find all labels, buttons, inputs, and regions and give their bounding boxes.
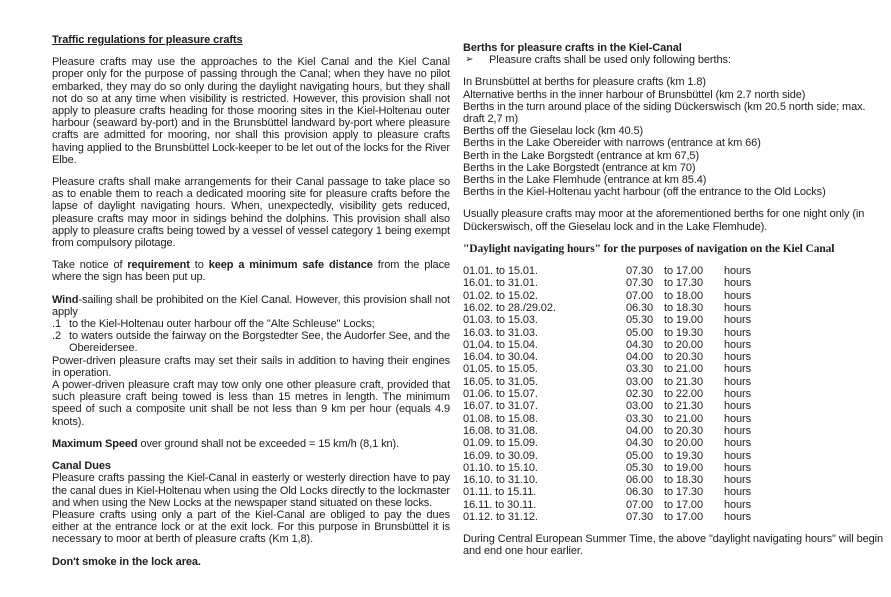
hours-unit: hours — [724, 388, 752, 401]
hours-period: 01.04. to 15.04. — [463, 338, 538, 351]
hours-end-time: to 18.30 — [664, 301, 703, 314]
right-column — [463, 42, 887, 558]
hours-period: 16.04. to 30.04. — [463, 351, 538, 364]
hours-period: 16.10. to 31.10. — [463, 474, 538, 487]
paragraph-wind-sailing — [52, 294, 450, 318]
hours-table-row — [463, 400, 887, 412]
hours-unit: hours — [724, 498, 752, 511]
hours-start-time: 04.00 — [626, 351, 654, 364]
hours-period: 01.03. to 15.03. — [463, 314, 538, 327]
hours-unit: hours — [724, 289, 752, 302]
hours-start-time: 07.30 — [626, 265, 654, 278]
hours-end-time: to 20.00 — [664, 338, 703, 351]
hours-unit: hours — [724, 314, 752, 327]
right-column-title: Berths for pleasure crafts in the Kiel-Canal — [463, 42, 682, 54]
maximum-speed-text: over ground shall not be exceeded = 15 km/h (8,1 kn). — [137, 437, 400, 450]
hours-unit: hours — [724, 449, 752, 462]
hours-end-time: to 17.00 — [664, 510, 703, 523]
berth-list — [463, 76, 887, 198]
hours-unit: hours — [724, 338, 752, 351]
hours-start-time: 07.00 — [626, 289, 654, 302]
berth-item: Berths in the Lake Flemhude (entrance at km 85.4) — [463, 174, 707, 187]
hours-table-row — [463, 302, 887, 314]
paragraph-one-night-mooring: Usually pleasure crafts may moor at the aforementioned berths for one night only (in Dückerswisch, off the Gieselau lock and in the Lake Flemhude). — [463, 208, 865, 233]
hours-end-time: to 17.00 — [664, 498, 703, 511]
hours-unit: hours — [724, 363, 752, 376]
safe-distance-text: Take notice of — [52, 259, 128, 272]
hours-unit: hours — [724, 486, 752, 499]
list-item-text: to the Kiel-Holtenau outer harbour off the "Alte Schleuse" Locks; — [69, 318, 375, 331]
berths-rule-bullet — [463, 54, 887, 66]
hours-end-time: to 19.30 — [664, 326, 703, 339]
hours-table-row — [463, 314, 887, 326]
hours-period: 16.09. to 30.09. — [463, 449, 538, 462]
hours-table-row — [463, 511, 887, 523]
hours-start-time: 05.00 — [626, 449, 654, 462]
hours-start-time: 07.30 — [626, 510, 654, 523]
hours-period: 01.02. to 15.02. — [463, 289, 538, 302]
hours-period: 16.05. to 31.05. — [463, 375, 538, 388]
hours-end-time: to 17.30 — [664, 277, 703, 290]
hours-unit: hours — [724, 412, 752, 425]
hours-unit: hours — [724, 277, 752, 290]
hours-start-time: 04.30 — [626, 437, 654, 450]
hours-table-row — [463, 474, 887, 486]
hours-unit: hours — [724, 265, 752, 278]
hours-period: 16.11. to 30.11. — [463, 498, 537, 511]
daylight-hours-table — [463, 265, 887, 523]
hours-start-time: 05.30 — [626, 461, 654, 474]
hours-end-time: to 18.00 — [664, 289, 703, 302]
hours-end-time: to 20.00 — [664, 437, 703, 450]
hours-period: 16.08. to 31.08. — [463, 424, 538, 437]
hours-start-time: 05.00 — [626, 326, 654, 339]
hours-end-time: to 19.00 — [664, 314, 703, 327]
wind-sailing-bold: Wind — [52, 293, 79, 306]
left-column-title: Traffic regulations for pleasure crafts — [52, 34, 243, 46]
paragraph-summer-time-note: During Central European Summer Time, the above "daylight navigating hours" will begin and end one hour earlier. — [463, 533, 883, 558]
hours-table-row — [463, 277, 887, 289]
berth-item: In Brunsbüttel at berths for pleasure crafts (km 1.8) — [463, 76, 706, 89]
hours-table-row — [463, 388, 887, 400]
hours-start-time: 07.00 — [626, 498, 654, 511]
hours-table-row — [463, 376, 887, 388]
hours-table-row — [463, 327, 887, 339]
berth-item: Berths in the Lake Obereider with narrows (entrance at km 66) — [463, 137, 761, 150]
hours-table-row — [463, 437, 887, 449]
paragraph-maximum-speed — [52, 438, 450, 450]
hours-period: 01.09. to 15.09. — [463, 437, 538, 450]
safe-distance-bold-1: requirement — [127, 259, 190, 272]
paragraph-canal-approaches: Pleasure crafts may use the approaches to the Kiel Canal and the Kiel Canal proper only for the purpose of passing through the Canal; when they have no pilot embarked, they may do so only during the daylight navigating hours, but they shall not do so at any time when visibility is restricted. However, this provision shall not apply to pleasure crafts heading for those mooring sites in the Kiel-Holtenau outer harbour (seaward by-port) and in the Brunsbüttel landward by-port where pleasure crafts are admitted for mooring, nor shall this provision apply to pleasure crafts having applied to the Brunsbüttel Lock-keeper to be let out of the locks for the River Elbe. — [52, 56, 450, 166]
hours-unit: hours — [724, 510, 752, 523]
hours-period: 01.08. to 15.08. — [463, 412, 538, 425]
hours-period: 01.10. to 15.10. — [463, 461, 538, 474]
hours-end-time: to 17.30 — [664, 486, 703, 499]
list-item-number: .1 — [52, 318, 61, 331]
hours-end-time: to 18.30 — [664, 474, 703, 487]
berth-item: Berths in the turn around place of the siding Dückerswisch (km 20.5 north side; max. draft 2,7 m) — [463, 100, 866, 126]
hours-end-time: to 21.00 — [664, 412, 703, 425]
hours-end-time: to 20.30 — [664, 351, 703, 364]
hours-end-time: to 21.30 — [664, 400, 703, 413]
paragraph-canal-dues-payment: Pleasure crafts passing the Kiel-Canal in easterly or westerly direction have to pay the canal dues in Kiel-Holtenau when using the Old Locks directly to the lockmaster and when using the New Locks at the newspaper stand situated on these locks. — [52, 472, 450, 509]
hours-period: 01.06. to 15.07. — [463, 388, 538, 401]
berth-item: Alternative berths in the inner harbour of Brunsbüttel (km 2.7 north side) — [463, 88, 806, 101]
paragraph-power-driven-sails: Power-driven pleasure crafts may set their sails in addition to having their engines in operation. — [52, 354, 450, 379]
hours-period: 16.02. to 28./29.02. — [463, 301, 556, 314]
hours-table-row — [463, 351, 887, 363]
hours-start-time: 05.30 — [626, 314, 654, 327]
hours-end-time: to 22.00 — [664, 388, 703, 401]
hours-end-time: to 20.30 — [664, 424, 703, 437]
hours-table-row — [463, 462, 887, 474]
hours-period: 01.12. to 31.12. — [463, 510, 538, 523]
hours-start-time: 03.30 — [626, 363, 654, 376]
berth-item: Berths in the Kiel-Holtenau yacht harbour (off the entrance to the Old Locks) — [463, 186, 826, 199]
hours-table-row — [463, 290, 887, 302]
hours-table-row — [463, 363, 887, 375]
paragraph-safe-distance — [52, 259, 450, 283]
safe-distance-text-end: from the place where the sign has been put up. — [52, 259, 450, 284]
hours-table-row — [463, 413, 887, 425]
hours-start-time: 06.00 — [626, 474, 654, 487]
berths-rule-text: Pleasure crafts shall be used only following berths: — [489, 54, 731, 67]
hours-unit: hours — [724, 301, 752, 314]
hours-table-row — [463, 499, 887, 511]
list-item-text: to waters outside the fairway on the Borgstedter See, the Audorfer See, and the Obereidersee. — [69, 330, 450, 355]
hours-end-time: to 21.30 — [664, 375, 703, 388]
hours-end-time: to 21.00 — [664, 363, 703, 376]
hours-period: 16.03. to 31.03. — [463, 326, 538, 339]
list-item-number: .2 — [52, 330, 61, 343]
berth-item: Berth in the Lake Borgstedt (entrance at km 67,5) — [463, 149, 700, 162]
hours-unit: hours — [724, 351, 752, 364]
list-item — [52, 330, 450, 354]
hours-period: 01.01. to 15.01. — [463, 265, 538, 278]
hours-start-time: 07.30 — [626, 277, 654, 290]
hours-table-row — [463, 486, 887, 498]
hours-unit: hours — [724, 461, 752, 474]
hours-table-row — [463, 339, 887, 351]
wind-exception-list — [52, 318, 450, 355]
wind-sailing-text: -sailing shall be prohibited on the Kiel Canal. However, this provision shall not apply — [52, 293, 450, 318]
hours-period: 01.11. to 15.11. — [463, 486, 537, 499]
hours-start-time: 02.30 — [626, 388, 654, 401]
safe-distance-text-mid: to — [189, 259, 209, 272]
hours-unit: hours — [724, 424, 752, 437]
hours-unit: hours — [724, 474, 752, 487]
hours-table-row — [463, 265, 887, 277]
hours-unit: hours — [724, 375, 752, 388]
berth-item: Berths in the Lake Borgstedt (entrance at km 70) — [463, 161, 696, 174]
left-column — [52, 34, 450, 568]
list-item — [52, 318, 450, 330]
maximum-speed-bold: Maximum Speed — [52, 437, 138, 450]
hours-start-time: 06.30 — [626, 486, 654, 499]
hours-unit: hours — [724, 326, 752, 339]
hours-table-row — [463, 450, 887, 462]
safe-distance-bold-2: keep a minimum safe distance — [208, 259, 373, 272]
hours-start-time: 03.00 — [626, 400, 654, 413]
hours-start-time: 03.30 — [626, 412, 654, 425]
hours-unit: hours — [724, 437, 752, 450]
hours-unit: hours — [724, 400, 752, 413]
hours-start-time: 03.00 — [626, 375, 654, 388]
hours-table-row — [463, 425, 887, 437]
hours-period: 01.05. to 15.05. — [463, 363, 538, 376]
paragraph-no-smoking: Don't smoke in the lock area. — [52, 555, 201, 568]
heading-canal-dues: Canal Dues — [52, 460, 111, 473]
berth-item: Berths off the Gieselau lock (km 40.5) — [463, 125, 644, 138]
hours-end-time: to 19.30 — [664, 449, 703, 462]
hours-period: 16.01. to 31.01. — [463, 277, 538, 290]
hours-start-time: 06.30 — [626, 301, 654, 314]
hours-period: 16.07. to 31.07. — [463, 400, 538, 413]
hours-end-time: to 17.00 — [664, 265, 703, 278]
paragraph-towing-rules: A power-driven pleasure craft may tow only one other pleasure craft, provided that such pleasure craft being towed is less than 15 metres in length. The minimum speed of such a composite unit shall be not less than 9 km per hour (equals 4.9 knots). — [52, 379, 450, 428]
heading-daylight-hours: "Daylight navigating hours" for the purposes of navigation on the Kiel Canal — [463, 242, 835, 255]
paragraph-canal-passage-arrangements: Pleasure crafts shall make arrangements for their Canal passage to take place so as to enable them to reach a dedicated mooring site for pleasure crafts before the lapse of daylight navigating hours. When, unexpectedly, visibility gets reduced, pleasure crafts may moor in sidings behind the dolphins. This provision shall also apply to pleasure crafts being towed by a vessel of vessel category 1 being exempt from compulsory pilotage. — [52, 176, 450, 250]
hours-start-time: 04.00 — [626, 424, 654, 437]
hours-start-time: 04.30 — [626, 338, 654, 351]
arrow-bullet-icon: ➢ — [465, 54, 474, 66]
paragraph-canal-dues-partial: Pleasure crafts using only a part of the Kiel-Canal are obliged to pay the dues either at the entrance lock or at the exit lock. For this purpose in Brunsbüttel it is necessary to moor at berth of pleasure crafts (Km 1,8). — [52, 508, 450, 546]
hours-end-time: to 19.00 — [664, 461, 703, 474]
